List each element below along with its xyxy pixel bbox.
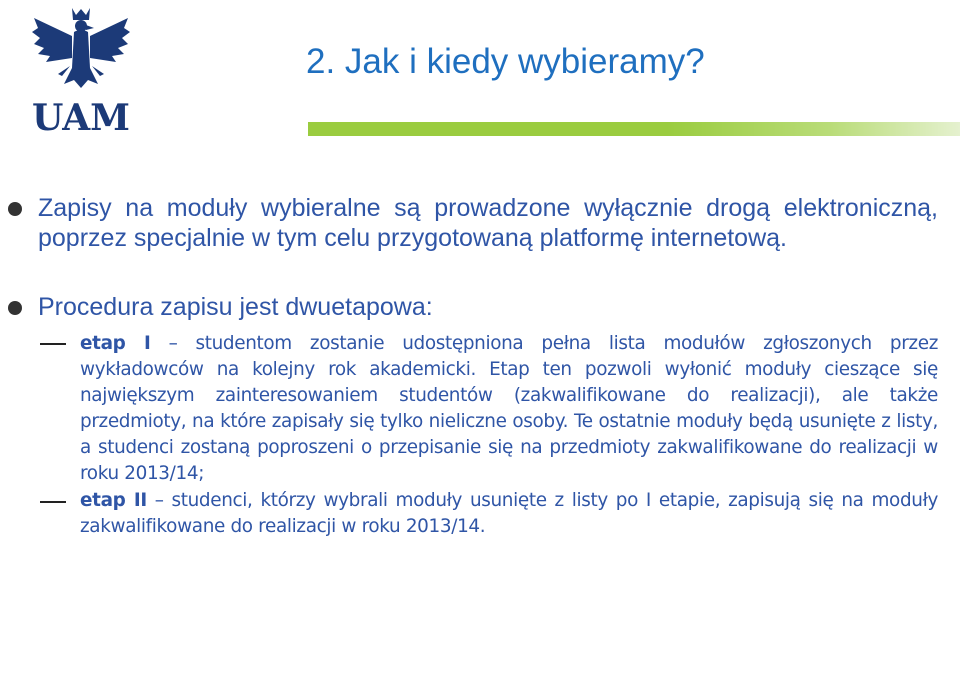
stage-description: – studentom zostanie udostępniona pełna lista modułów zgłoszonych przez wykładowców na kolejny rok akademicki. Etap ten pozwoli wyłonić moduły cieszące się największym zainteresowaniem studentów (zakwalifikowane do realizacji), ale także przedmioty, na które zapisały się tylko nieliczne osoby. Te ostatnie moduły będą usunięte z listy, a studenci zostaną poproszeni o przepisanie się na przedmioty zakwalifikowane do realizacji w roku 2013/14; [80, 333, 938, 484]
sub-item-stage-2 [80, 488, 938, 540]
stage-description: – studenci, którzy wybrali moduły usunięte z listy po I etapie, zapisują się na moduły zakwalifikowane do realizacji w roku 2013/14. [80, 490, 938, 537]
title-underline-band [308, 122, 960, 136]
bullet-text: Zapisy na moduły wybieralne są prowadzone wyłącznie drogą elektroniczną, poprzez specjalnie w tym celu przygotowaną platformę internetową. [38, 194, 938, 252]
stage-label: etap II [80, 490, 147, 511]
bullet-dot [8, 301, 22, 315]
bullet-text: Procedura zapisu jest dwuetapowa: [38, 293, 433, 321]
sub-bullet-dash [40, 501, 66, 503]
stage-label: etap I [80, 333, 151, 354]
eagle-icon [28, 6, 134, 138]
bullet-dot [8, 202, 22, 216]
slide-title: 2. Jak i kiedy wybieramy? [306, 42, 705, 81]
sub-item-stage-1 [80, 331, 938, 487]
sub-bullet-dash [40, 343, 66, 345]
uam-logo [28, 6, 134, 138]
svg-text:UAM: UAM [31, 97, 131, 138]
